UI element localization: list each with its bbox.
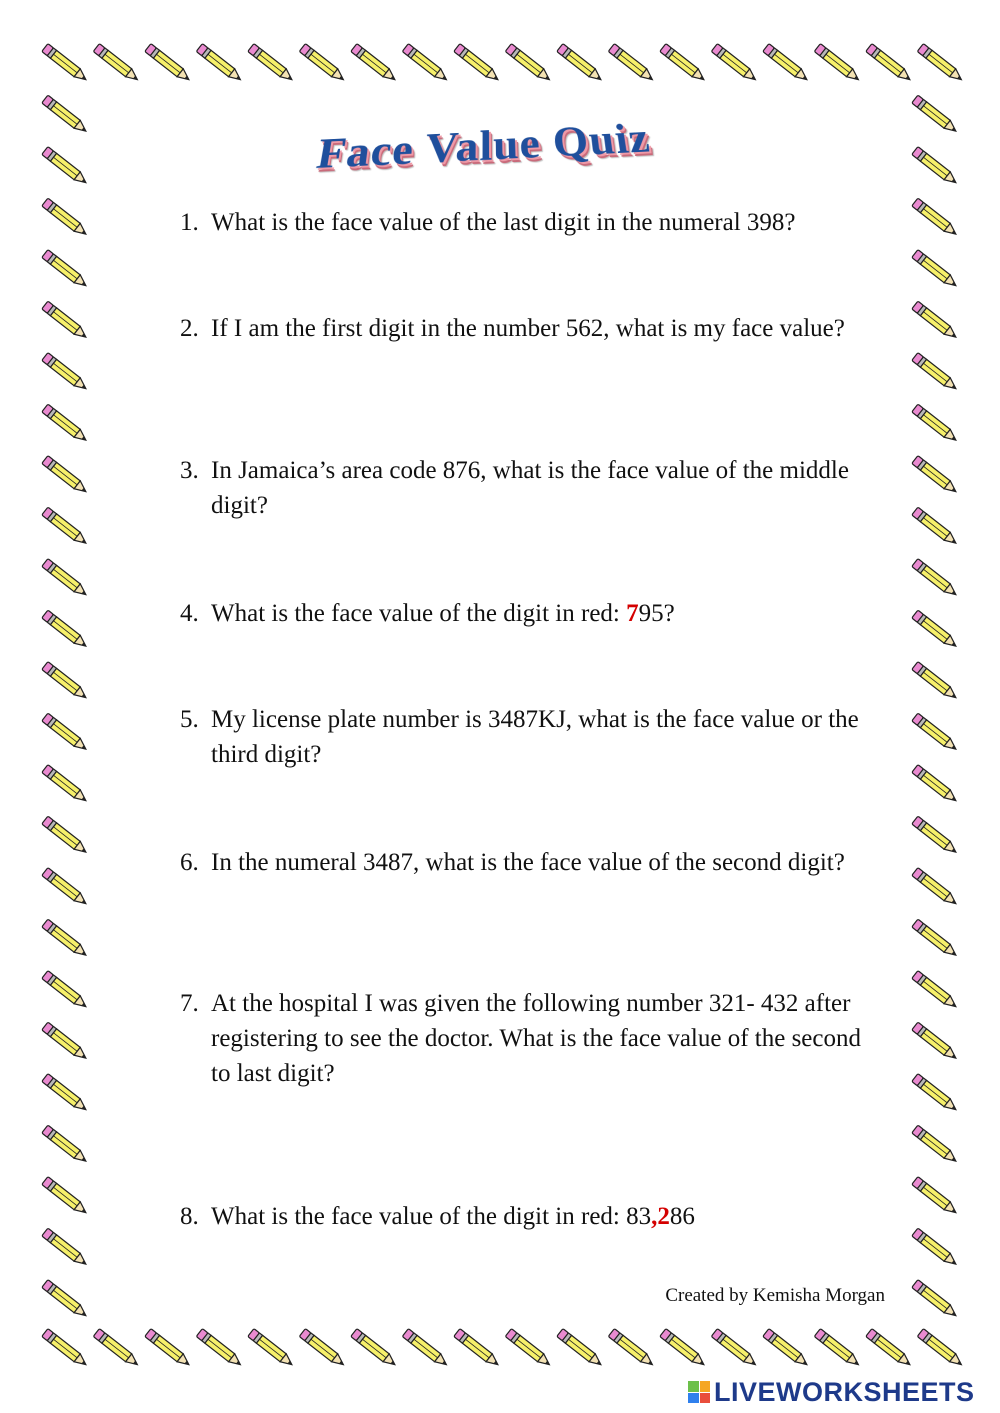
question-number: 6. [180,849,199,876]
question-4 [180,596,880,631]
pencil-icon [912,816,959,856]
pencil-icon [145,44,192,84]
pencil-icon [42,1228,89,1268]
pencil-icon [912,250,959,290]
pencil-icon [42,404,89,444]
pencil-icon [912,662,959,702]
pencil-icon [299,1329,346,1369]
pencil-icon [505,1329,552,1369]
pencil-icon [912,1022,959,1062]
question-6 [180,845,880,880]
pencil-icon [912,610,959,650]
pencil-icon [912,971,959,1011]
pencil-icon [42,1177,89,1217]
question-text: What is the face value of the last digit in the numeral 398? [211,209,796,236]
question-text: In the numeral 3487, what is the face value of the second digit? [211,849,845,876]
pencil-icon [608,1329,655,1369]
pencil-icon [912,456,959,496]
pencil-icon [763,1329,810,1369]
question-5 [180,702,880,772]
pencil-icon [299,44,346,84]
pencil-icon [42,1074,89,1114]
pencil-icon [917,44,964,84]
pencil-icon [912,559,959,599]
pencil-icon [912,765,959,805]
question-number: 4. [180,600,199,627]
question-text-pre: What is the face value of the digit in red: 83 [211,1203,652,1230]
pencil-icon [42,1280,89,1320]
pencil-icon [42,662,89,702]
pencil-icon [196,1329,243,1369]
pencil-icon [454,44,501,84]
pencil-icon [505,44,552,84]
pencil-icon [557,44,604,84]
pencil-icon [351,44,398,84]
question-2 [180,311,880,346]
pencil-icon [42,971,89,1011]
pencil-icon [248,1329,295,1369]
question-text-pre: What is the face value of the digit in red: [211,600,627,627]
pencil-icon [912,147,959,187]
pencil-icon [912,507,959,547]
pencil-icon [42,456,89,496]
pencil-icon [608,44,655,84]
pencil-icon [912,919,959,959]
pencil-icon [912,198,959,238]
pencil-icon [912,353,959,393]
pencil-icon [145,1329,192,1369]
pencil-icon [912,1228,959,1268]
pencil-icon [557,1329,604,1369]
pencil-icon [912,301,959,341]
pencil-icon [866,44,913,84]
question-number: 2. [180,315,199,342]
question-text [211,596,880,631]
pencil-icon [814,44,861,84]
pencil-icon [912,1074,959,1114]
question-text [211,1199,880,1234]
pencil-icon [763,44,810,84]
pencil-icon [912,95,959,135]
pencil-icon [42,1329,89,1369]
question-text: My license plate number is 3487KJ, what is the face value or the third digit? [211,706,859,768]
liveworksheets-brand[interactable] [688,1377,975,1407]
pencil-icon [248,44,295,84]
pencil-icon [917,1329,964,1369]
pencil-icon [711,44,758,84]
pencil-icon [42,507,89,547]
question-text-post: 86 [669,1203,695,1230]
pencil-icon [42,816,89,856]
question-text: At the hospital I was given the following number 321- 432 after registering to see the doctor. What is the face value of the second to last digit? [211,990,861,1087]
pencil-icon [42,250,89,290]
pencil-icon [42,765,89,805]
question-number: 8. [180,1203,199,1230]
pencil-icon [42,559,89,599]
pencil-icon [42,713,89,753]
pencil-icon [42,301,89,341]
pencil-icon [912,1280,959,1320]
pencil-icon [711,1329,758,1369]
red-digit: 7 [626,600,639,627]
question-text: If I am the first digit in the number 562, what is my face value? [211,315,845,342]
question-text: In Jamaica’s area code 876, what is the face value of the middle digit? [211,457,849,519]
pencil-icon [866,1329,913,1369]
author-credit: Created by Kemisha Morgan [665,1285,885,1306]
pencil-icon [912,404,959,444]
brand-name: LIVEWORKSHEETS [714,1376,975,1407]
question-text-post: 95? [638,600,675,627]
question-8 [180,1199,880,1234]
pencil-icon [93,44,140,84]
pencil-icon [912,713,959,753]
pencil-icon [196,44,243,84]
pencil-icon [42,610,89,650]
pencil-icon [912,1177,959,1217]
pencil-icon [42,919,89,959]
pencil-icon [42,1125,89,1165]
page-title: Face Value Quiz [313,114,654,179]
pencil-icon [402,44,449,84]
pencil-icon [42,353,89,393]
pencil-icon [42,1022,89,1062]
pencil-icon [42,198,89,238]
pencil-icon [42,44,89,84]
pencil-icon [93,1329,140,1369]
question-number: 3. [180,457,199,484]
question-number: 5. [180,706,199,733]
question-number: 7. [180,990,199,1017]
pencil-icon [912,1125,959,1165]
pencil-icon [660,1329,707,1369]
question-number: 1. [180,209,199,236]
pencil-icon [660,44,707,84]
pencil-icon [402,1329,449,1369]
question-1 [180,205,880,240]
pencil-icon [42,95,89,135]
question-3 [180,453,880,523]
red-digit: ,2 [651,1203,670,1230]
pencil-icon [42,868,89,908]
question-7 [180,986,880,1091]
pencil-icon [912,868,959,908]
pencil-icon [42,147,89,187]
pencil-icon [454,1329,501,1369]
pencil-icon [351,1329,398,1369]
liveworksheets-logo-icon [688,1381,710,1403]
pencil-icon [814,1329,861,1369]
